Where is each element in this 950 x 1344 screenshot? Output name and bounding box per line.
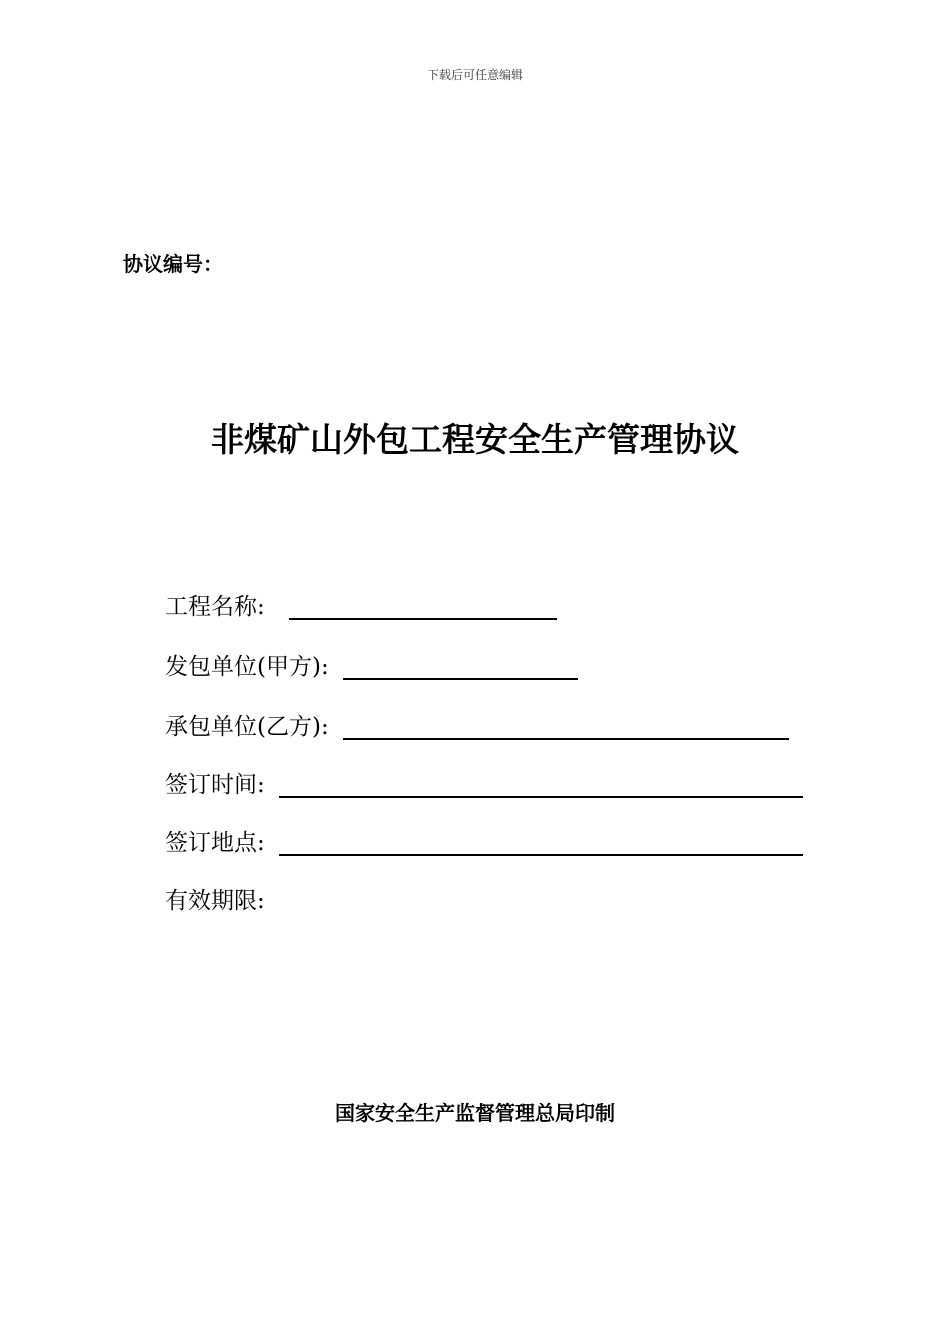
agreement-number-label: 协议编号： <box>123 252 223 276</box>
document-title: 非煤矿山外包工程安全生产管理协议 <box>211 420 739 459</box>
field-label-party-a: 发包单位(甲方): <box>165 654 329 680</box>
field-label-sign-date: 签订时间: <box>165 772 265 798</box>
field-label-sign-place: 签订地点: <box>165 830 265 856</box>
field-line-party-a[interactable] <box>343 650 578 680</box>
field-line-project-name[interactable] <box>289 590 557 620</box>
field-line-party-b[interactable] <box>343 710 789 740</box>
field-label-party-b: 承包单位(乙方): <box>165 714 329 740</box>
footer-issuer: 国家安全生产监督管理总局印制 <box>335 1101 615 1125</box>
field-party-b <box>165 702 789 742</box>
field-label-project-name: 工程名称: <box>165 594 265 620</box>
field-validity <box>165 876 265 916</box>
field-sign-place <box>165 818 803 858</box>
field-project-name <box>165 582 557 622</box>
header-note: 下载后可任意编辑 <box>426 68 523 82</box>
field-party-a <box>165 642 578 682</box>
field-line-sign-date[interactable] <box>279 768 803 798</box>
field-line-sign-place[interactable] <box>279 826 803 856</box>
field-sign-date <box>165 760 803 800</box>
field-label-validity: 有效期限: <box>165 888 265 914</box>
